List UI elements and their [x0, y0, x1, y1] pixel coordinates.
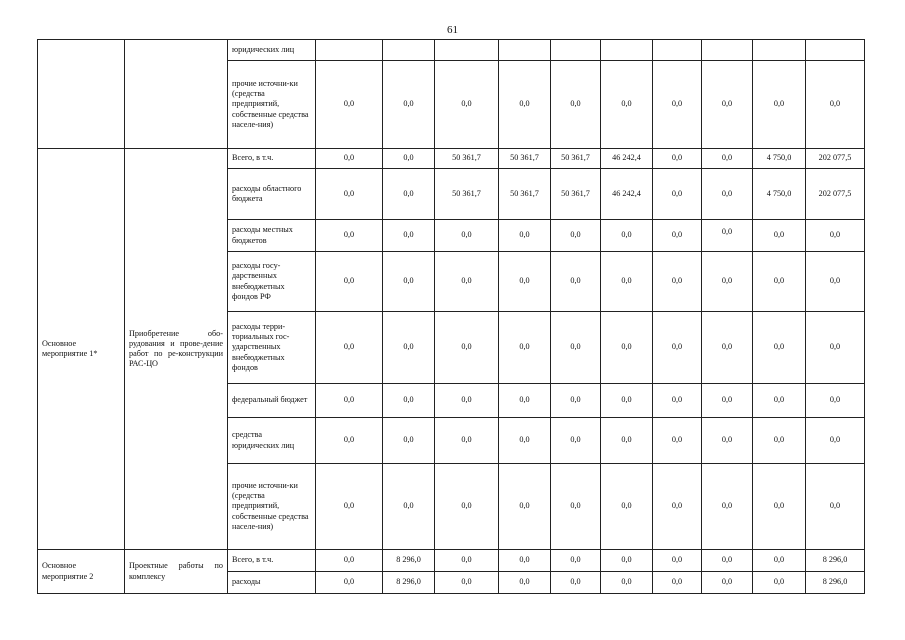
value-cell: 0,0 — [702, 169, 753, 220]
value-cell: 0,0 — [702, 384, 753, 418]
value-cell: 0,0 — [383, 384, 435, 418]
value-cell: 0,0 — [499, 550, 551, 572]
page-number: 61 — [447, 24, 458, 36]
value-cell: 0,0 — [753, 312, 806, 384]
value-cell: 0,0 — [601, 252, 653, 312]
value-cell: 0,0 — [653, 220, 702, 252]
value-cell: 0,0 — [702, 572, 753, 594]
value-cell: 0,0 — [499, 464, 551, 550]
value-cell: 0,0 — [499, 252, 551, 312]
value-cell: 0,0 — [316, 220, 383, 252]
value-cell: 8 296,0 — [383, 550, 435, 572]
value-cell: 0,0 — [806, 252, 865, 312]
value-cell: 0,0 — [383, 418, 435, 464]
value-cell: 0,0 — [653, 312, 702, 384]
value-cell: 46 242,4 — [601, 149, 653, 169]
value-cell: 8 296,0 — [383, 572, 435, 594]
value-cell: 0,0 — [435, 220, 499, 252]
value-cell: 0,0 — [499, 384, 551, 418]
value-cell: 0,0 — [435, 418, 499, 464]
value-cell: 0,0 — [653, 169, 702, 220]
value-cell: 50 361,7 — [435, 169, 499, 220]
value-cell: 50 361,7 — [499, 169, 551, 220]
source-cell: прочие источни-ки (средства предприятий, собственные средства населе-ния) — [228, 61, 316, 149]
value-cell: 0,0 — [316, 384, 383, 418]
value-cell: 0,0 — [702, 550, 753, 572]
value-cell — [383, 40, 435, 61]
value-cell: 0,0 — [753, 550, 806, 572]
value-cell: 8 296,0 — [806, 550, 865, 572]
value-cell: 0,0 — [702, 252, 753, 312]
value-cell: 0,0 — [702, 61, 753, 149]
value-cell: 0,0 — [806, 312, 865, 384]
value-cell: 0,0 — [806, 220, 865, 252]
source-cell: федеральный бюджет — [228, 384, 316, 418]
value-cell: 0,0 — [383, 464, 435, 550]
source-cell: расходы — [228, 572, 316, 594]
value-cell: 0,0 — [806, 464, 865, 550]
source-cell: юридических лиц — [228, 40, 316, 61]
value-cell: 0,0 — [551, 252, 601, 312]
value-cell: 0,0 — [316, 418, 383, 464]
value-cell: 8 296,0 — [806, 572, 865, 594]
source-cell: расходы местных бюджетов — [228, 220, 316, 252]
table-row — [38, 40, 865, 61]
value-cell: 0,0 — [551, 572, 601, 594]
measure-name-cell — [38, 40, 125, 149]
value-cell: 0,0 — [653, 61, 702, 149]
measure-name-cell: Основное мероприятие 2 — [38, 550, 125, 594]
value-cell: 0,0 — [316, 572, 383, 594]
value-cell: 50 361,7 — [499, 149, 551, 169]
source-cell: расходы терри-ториальных гос-ударственных внебюджетных фондов — [228, 312, 316, 384]
value-cell: 0,0 — [435, 384, 499, 418]
value-cell — [499, 40, 551, 61]
measure-description-cell: Приобретение обо-рудования и прове-дение работ по ре-конструкции РАС-ЦО — [125, 149, 228, 550]
value-cell: 4 750,0 — [753, 169, 806, 220]
value-cell: 0,0 — [551, 220, 601, 252]
table-row — [38, 149, 865, 169]
value-cell: 0,0 — [435, 572, 499, 594]
value-cell: 0,0 — [653, 418, 702, 464]
value-cell — [702, 40, 753, 61]
source-cell: Всего, в т.ч. — [228, 149, 316, 169]
value-cell — [753, 40, 806, 61]
value-cell: 0,0 — [653, 572, 702, 594]
value-cell: 0,0 — [383, 61, 435, 149]
value-cell — [653, 40, 702, 61]
value-cell: 0,0 — [499, 312, 551, 384]
value-cell: 0,0 — [653, 464, 702, 550]
value-cell: 0,0 — [601, 61, 653, 149]
value-cell: 0,0 — [601, 550, 653, 572]
value-cell: 0,0 — [601, 418, 653, 464]
value-cell: 0,0 — [601, 312, 653, 384]
value-cell: 50 361,7 — [435, 149, 499, 169]
value-cell — [806, 40, 865, 61]
value-cell: 0,0 — [551, 312, 601, 384]
value-cell: 50 361,7 — [551, 169, 601, 220]
value-cell — [316, 40, 383, 61]
value-cell: 0,0 — [551, 550, 601, 572]
value-cell: 0,0 — [702, 220, 753, 252]
value-cell: 0,0 — [383, 149, 435, 169]
value-cell: 0,0 — [601, 384, 653, 418]
value-cell: 0,0 — [753, 418, 806, 464]
value-cell: 0,0 — [435, 464, 499, 550]
value-cell: 0,0 — [702, 464, 753, 550]
value-cell: 0,0 — [753, 572, 806, 594]
value-cell — [601, 40, 653, 61]
value-cell: 0,0 — [653, 384, 702, 418]
value-cell: 0,0 — [753, 61, 806, 149]
value-cell: 0,0 — [806, 418, 865, 464]
value-cell: 0,0 — [806, 384, 865, 418]
value-cell: 0,0 — [551, 384, 601, 418]
value-cell: 0,0 — [702, 312, 753, 384]
value-cell: 0,0 — [383, 220, 435, 252]
value-cell: 0,0 — [435, 550, 499, 572]
value-cell: 0,0 — [653, 149, 702, 169]
value-cell: 0,0 — [316, 169, 383, 220]
value-cell: 0,0 — [383, 252, 435, 312]
source-cell: расходы госу-дарственных внебюджетных фондов РФ — [228, 252, 316, 312]
value-cell: 0,0 — [499, 220, 551, 252]
value-cell: 0,0 — [601, 464, 653, 550]
value-cell: 0,0 — [753, 464, 806, 550]
value-cell: 202 077,5 — [806, 149, 865, 169]
budget-table — [37, 39, 865, 594]
value-cell: 0,0 — [551, 464, 601, 550]
value-cell: 0,0 — [753, 252, 806, 312]
value-cell: 0,0 — [653, 550, 702, 572]
source-cell: прочие источни-ки (средства предприятий, собственные средства населе-ния) — [228, 464, 316, 550]
value-cell: 0,0 — [316, 550, 383, 572]
value-cell: 0,0 — [601, 220, 653, 252]
source-cell: Всего, в т.ч. — [228, 550, 316, 572]
value-cell: 0,0 — [702, 418, 753, 464]
value-cell: 202 077,5 — [806, 169, 865, 220]
value-cell: 0,0 — [316, 312, 383, 384]
value-cell: 0,0 — [499, 418, 551, 464]
table-row — [38, 550, 865, 572]
value-cell: 0,0 — [435, 252, 499, 312]
value-cell: 0,0 — [753, 220, 806, 252]
value-cell: 0,0 — [383, 312, 435, 384]
value-cell: 0,0 — [316, 464, 383, 550]
value-cell: 0,0 — [601, 572, 653, 594]
value-cell: 0,0 — [316, 61, 383, 149]
value-cell: 50 361,7 — [551, 149, 601, 169]
value-cell: 0,0 — [435, 312, 499, 384]
value-cell: 0,0 — [806, 61, 865, 149]
value-cell: 0,0 — [702, 149, 753, 169]
value-cell: 0,0 — [653, 252, 702, 312]
value-cell: 46 242,4 — [601, 169, 653, 220]
value-cell: 0,0 — [435, 61, 499, 149]
value-cell: 0,0 — [499, 572, 551, 594]
value-cell: 0,0 — [383, 169, 435, 220]
value-cell: 0,0 — [551, 61, 601, 149]
source-cell: расходы областного бюджета — [228, 169, 316, 220]
value-cell: 0,0 — [316, 252, 383, 312]
measure-description-cell: Проектные работы по комплексу — [125, 550, 228, 594]
value-cell: 0,0 — [316, 149, 383, 169]
value-cell: 0,0 — [499, 61, 551, 149]
value-cell: 4 750,0 — [753, 149, 806, 169]
value-cell — [435, 40, 499, 61]
measure-name-cell: Основное мероприятие 1* — [38, 149, 125, 550]
value-cell: 0,0 — [753, 384, 806, 418]
value-cell: 0,0 — [551, 418, 601, 464]
source-cell: средства юридических лиц — [228, 418, 316, 464]
value-cell — [551, 40, 601, 61]
measure-description-cell — [125, 40, 228, 149]
